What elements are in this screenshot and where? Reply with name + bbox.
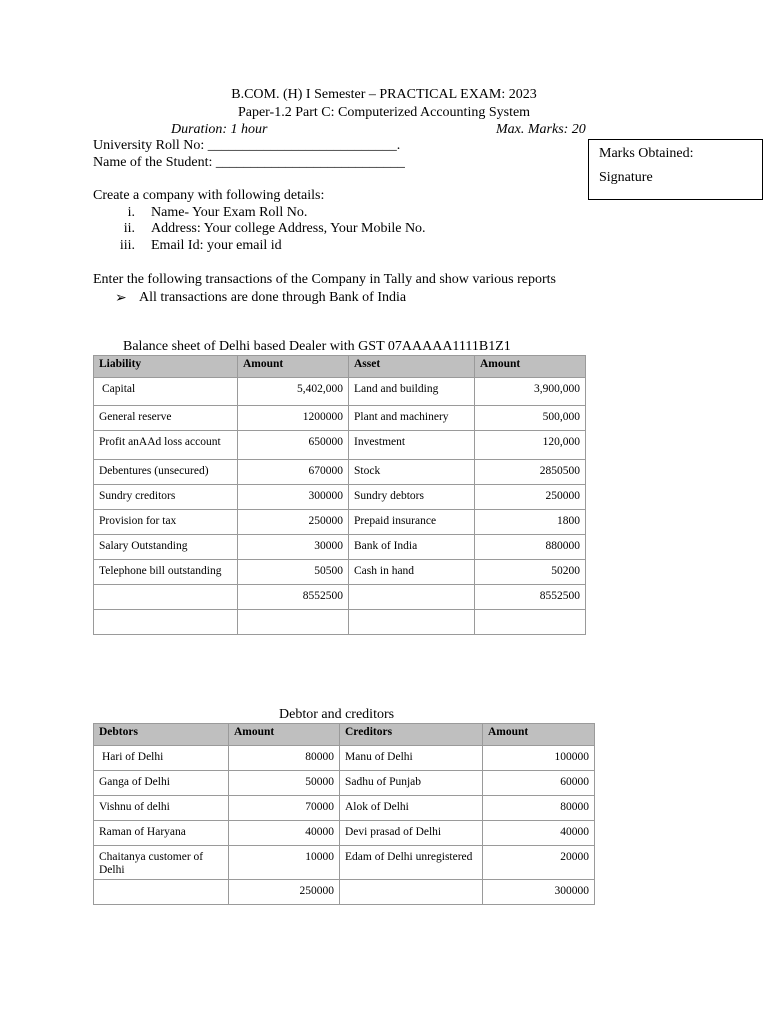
table-row xyxy=(94,378,586,406)
table-cell: Stock xyxy=(349,460,475,485)
header-amount: Amount xyxy=(483,724,595,746)
list-item xyxy=(95,221,595,238)
arrow-bullet-icon: ➢ xyxy=(115,291,127,306)
table-cell: 60000 xyxy=(483,771,595,796)
table-cell: 80000 xyxy=(229,746,340,771)
transactions-note: All transactions are done through Bank of India xyxy=(139,290,407,305)
list-item xyxy=(95,238,595,255)
table-cell: 50000 xyxy=(229,771,340,796)
table-cell: 3,900,000 xyxy=(475,378,586,406)
max-marks: Max. Marks: 20 xyxy=(496,122,586,137)
table-cell xyxy=(475,610,586,635)
table-cell: 120,000 xyxy=(475,431,586,460)
table-cell: Land and building xyxy=(349,378,475,406)
table-header-row xyxy=(94,356,586,378)
table-cell: 1200000 xyxy=(238,406,349,431)
marks-obtained-label: Marks Obtained: xyxy=(599,146,694,161)
header-amount: Amount xyxy=(475,356,586,378)
table-row xyxy=(94,406,586,431)
header-amount: Amount xyxy=(238,356,349,378)
table-cell: 8552500 xyxy=(238,585,349,610)
table-cell: Bank of India xyxy=(349,535,475,560)
table-cell: Alok of Delhi xyxy=(340,796,483,821)
table-row xyxy=(94,510,586,535)
table-cell: Sundry debtors xyxy=(349,485,475,510)
table-cell: General reserve xyxy=(94,406,238,431)
table-cell: 8552500 xyxy=(475,585,586,610)
header-creditors: Creditors xyxy=(340,724,483,746)
list-number: iii. xyxy=(119,238,135,253)
table-cell xyxy=(94,880,229,905)
table-cell: Vishnu of delhi xyxy=(94,796,229,821)
table-cell: Prepaid insurance xyxy=(349,510,475,535)
debtors-creditors-table xyxy=(93,723,595,905)
table-row xyxy=(94,771,595,796)
debtors-creditors-body xyxy=(94,746,595,905)
table-cell: 650000 xyxy=(238,431,349,460)
table-cell xyxy=(349,585,475,610)
table-cell: 40000 xyxy=(229,821,340,846)
marks-box xyxy=(588,139,763,200)
header-amount: Amount xyxy=(229,724,340,746)
table-cell: 100000 xyxy=(483,746,595,771)
table-cell: 250000 xyxy=(229,880,340,905)
table-cell: 70000 xyxy=(229,796,340,821)
table-cell: Investment xyxy=(349,431,475,460)
list-number: ii. xyxy=(123,221,135,236)
table-row xyxy=(94,585,586,610)
list-number: i. xyxy=(127,205,135,220)
table-cell: 250000 xyxy=(475,485,586,510)
table-cell: Provision for tax xyxy=(94,510,238,535)
paper-title: Paper-1.2 Part C: Computerized Accounting System xyxy=(237,105,531,120)
table-row xyxy=(94,460,586,485)
table-header-row xyxy=(94,724,595,746)
table-cell: 30000 xyxy=(238,535,349,560)
table-cell: 20000 xyxy=(483,846,595,880)
balance-sheet-title: Balance sheet of Delhi based Dealer with GST 07AAAAA1111B1Z1 xyxy=(123,339,511,354)
table-cell: 300000 xyxy=(483,880,595,905)
table-cell: Debentures (unsecured) xyxy=(94,460,238,485)
list-text: Name- Your Exam Roll No. xyxy=(151,205,308,220)
debtors-creditors-title: Debtor and creditors xyxy=(279,707,395,722)
balance-sheet-body xyxy=(94,378,586,635)
list-text: Email Id: your email id xyxy=(151,238,282,253)
company-intro: Create a company with following details: xyxy=(93,188,325,203)
table-row xyxy=(94,610,586,635)
table-cell: Chaitanya customer of Delhi xyxy=(94,846,229,880)
table-cell: Profit anAAd loss account xyxy=(94,431,238,460)
table-cell: Telephone bill outstanding xyxy=(94,560,238,585)
table-cell xyxy=(94,585,238,610)
table-cell: 670000 xyxy=(238,460,349,485)
transactions-intro: Enter the following transactions of the Company in Tally and show various reports xyxy=(93,272,557,287)
table-row xyxy=(94,560,586,585)
table-row xyxy=(94,880,595,905)
table-row xyxy=(94,821,595,846)
header-debtors: Debtors xyxy=(94,724,229,746)
table-cell: Raman of Haryana xyxy=(94,821,229,846)
table-cell: 300000 xyxy=(238,485,349,510)
balance-sheet-table xyxy=(93,355,586,635)
table-cell: Sundry creditors xyxy=(94,485,238,510)
table-cell xyxy=(349,610,475,635)
signature-label: Signature xyxy=(599,170,653,185)
table-row xyxy=(94,796,595,821)
table-cell: Edam of Delhi unregistered xyxy=(340,846,483,880)
duration: Duration: 1 hour xyxy=(171,122,268,137)
table-cell: 1800 xyxy=(475,510,586,535)
header-liability: Liability xyxy=(94,356,238,378)
student-name-field: Name of the Student: ___________________________ xyxy=(93,155,405,170)
table-cell: Capital xyxy=(94,378,238,406)
table-cell: Devi prasad of Delhi xyxy=(340,821,483,846)
table-row xyxy=(94,535,586,560)
table-cell: 500,000 xyxy=(475,406,586,431)
table-row xyxy=(94,746,595,771)
list-item xyxy=(95,205,595,222)
table-row xyxy=(94,431,586,460)
table-cell: 50500 xyxy=(238,560,349,585)
table-cell: Salary Outstanding xyxy=(94,535,238,560)
table-cell: Hari of Delhi xyxy=(94,746,229,771)
roll-number-field: University Roll No: ___________________________. xyxy=(93,138,401,153)
table-cell: Cash in hand xyxy=(349,560,475,585)
table-cell: Plant and machinery xyxy=(349,406,475,431)
table-cell: 880000 xyxy=(475,535,586,560)
header-asset: Asset xyxy=(349,356,475,378)
table-cell: Sadhu of Punjab xyxy=(340,771,483,796)
table-cell: Manu of Delhi xyxy=(340,746,483,771)
table-cell: 5,402,000 xyxy=(238,378,349,406)
table-cell xyxy=(340,880,483,905)
list-text: Address: Your college Address, Your Mobile No. xyxy=(151,221,426,236)
table-cell: Ganga of Delhi xyxy=(94,771,229,796)
table-cell: 80000 xyxy=(483,796,595,821)
table-row xyxy=(94,485,586,510)
table-cell: 250000 xyxy=(238,510,349,535)
table-cell xyxy=(238,610,349,635)
exam-title: B.COM. (H) I Semester – PRACTICAL EXAM: 2023 xyxy=(231,87,537,102)
table-cell: 50200 xyxy=(475,560,586,585)
table-row xyxy=(94,846,595,880)
table-cell: 40000 xyxy=(483,821,595,846)
table-cell xyxy=(94,610,238,635)
table-cell: 10000 xyxy=(229,846,340,880)
table-cell: 2850500 xyxy=(475,460,586,485)
